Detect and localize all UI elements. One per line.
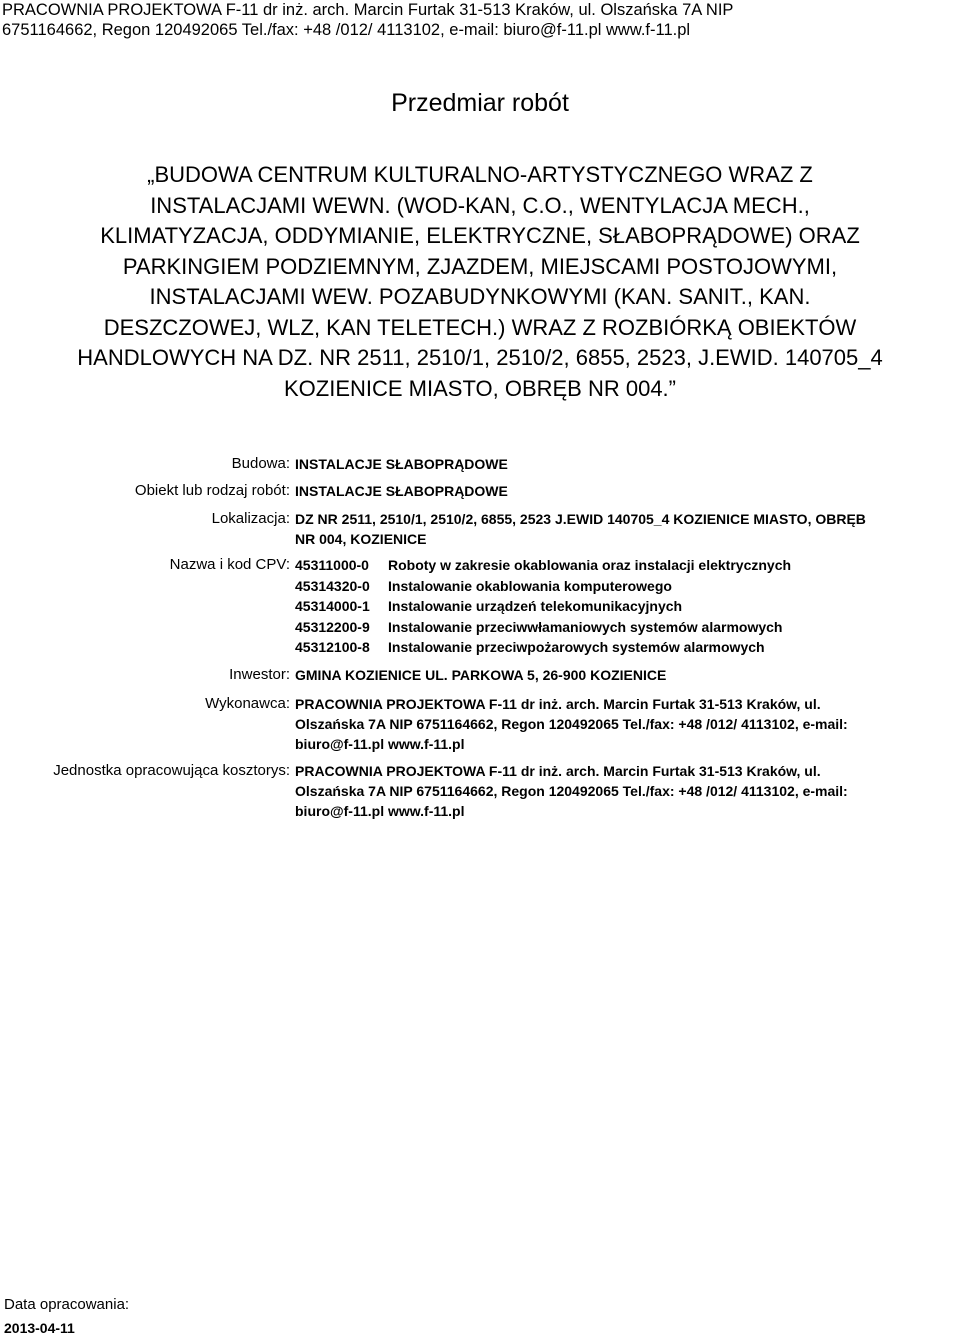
obiekt-label: Obiekt lub rodzaj robót:: [134, 482, 290, 499]
cpv-label: Nazwa i kod CPV:: [169, 556, 290, 573]
project-line: INSTALACJAMI WEW. POZABUDYNKOWYMI (KAN. SANIT., KAN.: [149, 284, 811, 309]
wykonawca-label: Wykonawca:: [205, 695, 290, 712]
jednostka-line: PRACOWNIA PROJEKTOWA F-11 dr inż. arch. Marcin Furtak 31-513 Kraków, ul.: [295, 763, 821, 779]
project-line: „BUDOWA CENTRUM KULTURALNO-ARTYSTYCZNEGO WRAZ Z: [147, 162, 813, 187]
budowa-label: Budowa:: [231, 455, 290, 472]
preparation-date-label: Data opracowania:: [4, 1296, 130, 1313]
cpv-description: Instalowanie przeciwwłamaniowych systemów alarmowych: [388, 618, 783, 635]
obiekt-value: INSTALACJE SŁABOPRĄDOWE: [295, 483, 508, 499]
cpv-code: 45312200-9: [295, 618, 370, 635]
header-company-line-1: PRACOWNIA PROJEKTOWA F-11 dr inż. arch. Marcin Furtak 31-513 Kraków, ul. Olszańska 7A NIP: [2, 1, 734, 19]
cpv-description: Instalowanie przeciwpożarowych systemów alarmowych: [388, 639, 765, 655]
lokalizacja-line: DZ NR 2511, 2510/1, 2510/2, 6855, 2523 J.EWID 140705_4 KOZIENICE MIASTO, OBRĘB: [295, 511, 866, 527]
cpv-code: 45311000-0: [295, 557, 369, 573]
cpv-item: [295, 555, 960, 576]
jednostka-label: Jednostka opracowująca kosztorys:: [53, 762, 290, 779]
cpv-item: [295, 576, 960, 597]
project-line: KOZIENICE MIASTO, OBRĘB NR 004.”: [283, 375, 676, 401]
jednostka-line: biuro@f-11.pl www.f-11.pl: [295, 803, 465, 819]
cpv-description: Roboty w zakresie okablowania oraz instalacji elektrycznych: [388, 557, 792, 573]
inwestor-label: Inwestor:: [229, 666, 290, 683]
cpv-list: [295, 555, 960, 658]
wykonawca-line: PRACOWNIA PROJEKTOWA F-11 dr inż. arch. Marcin Furtak 31-513 Kraków, ul.: [295, 696, 821, 712]
page-title: Przedmiar robót: [391, 89, 569, 117]
project-line: PARKINGIEM PODZIEMNYM, ZJAZDEM, MIEJSCAMI POSTOJOWYMI,: [122, 253, 838, 279]
jednostka-line: Olszańska 7A NIP 6751164662, Regon 120492065 Tel./fax: +48 /012/ 4113102, e-mail:: [295, 783, 848, 799]
budowa-value: INSTALACJE SŁABOPRĄDOWE: [295, 456, 508, 472]
lokalizacja-label: Lokalizacja:: [211, 510, 290, 527]
wykonawca-line: biuro@f-11.pl www.f-11.pl: [295, 736, 465, 752]
preparation-date-value: 2013-04-11: [4, 1320, 75, 1336]
cpv-description: Instalowanie okablowania komputerowego: [388, 577, 672, 594]
cpv-code: 45314000-1: [295, 598, 370, 614]
header-company-line-2: 6751164662, Regon 120492065 Tel./fax: +48 /012/ 4113102, e-mail: biuro@f-11.pl www.f-11.pl: [2, 21, 691, 39]
cpv-code: 45314320-0: [295, 577, 370, 594]
inwestor-value: GMINA KOZIENICE UL. PARKOWA 5, 26-900 KOZIENICE: [295, 667, 667, 683]
project-line: DESZCZOWEJ, WLZ, KAN TELETECH.) WRAZ Z ROZBIÓRKĄ OBIEKTÓW: [103, 314, 857, 340]
project-line: KLIMATYZACJA, ODDYMIANIE, ELEKTRYCZNE, SŁABOPRĄDOWE) ORAZ: [100, 223, 860, 248]
cpv-item: [295, 637, 960, 658]
cpv-code: 45312100-8: [295, 639, 370, 655]
jednostka-value: [295, 761, 960, 821]
project-line: HANDLOWYCH NA DZ. NR 2511, 2510/1, 2510/2, 6855, 2523, J.EWID. 140705_4: [77, 345, 883, 370]
project-description: [0, 160, 960, 404]
cpv-description: Instalowanie urządzeń telekomunikacyjnych: [388, 598, 683, 614]
project-line: INSTALACJAMI WEWN. (WOD-KAN, C.O., WENTYLACJA MECH.,: [150, 192, 810, 218]
cpv-item: [295, 596, 960, 617]
lokalizacja-line: NR 004, KOZIENICE: [295, 531, 427, 547]
wykonawca-line: Olszańska 7A NIP 6751164662, Regon 120492065 Tel./fax: +48 /012/ 4113102, e-mail:: [295, 716, 848, 732]
cpv-item: [295, 617, 960, 638]
wykonawca-value: [295, 694, 960, 754]
lokalizacja-value: [295, 509, 960, 549]
